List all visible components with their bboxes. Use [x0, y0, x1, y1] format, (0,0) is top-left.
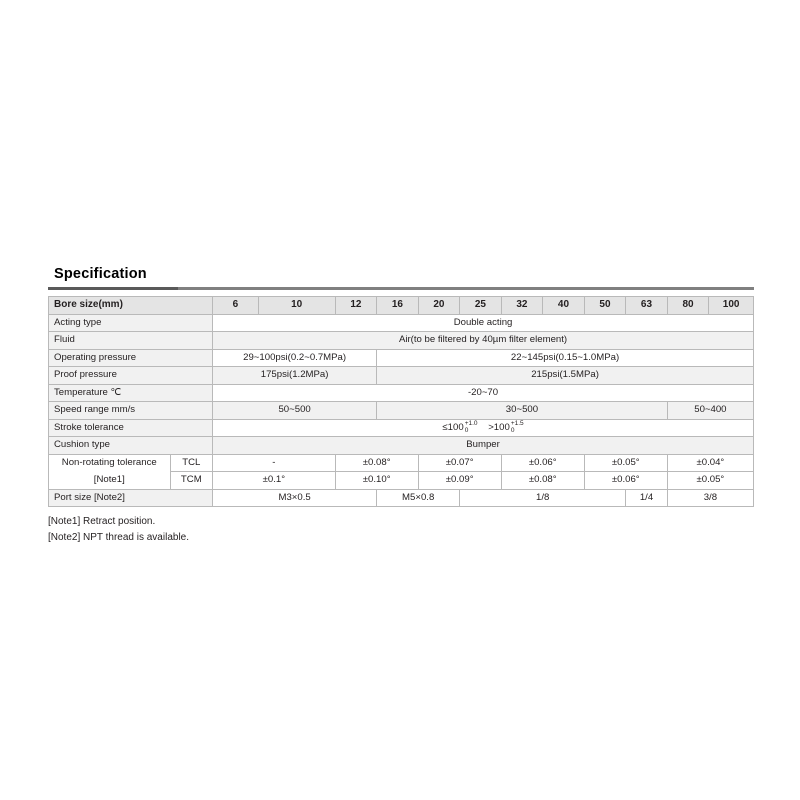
specification-table [48, 296, 754, 507]
non-rotating-label-line2: [Note1] [93, 473, 125, 485]
table-row [49, 332, 754, 350]
row-label-fluid: Fluid [49, 332, 213, 350]
tcl-value-3: ±0.07° [418, 454, 501, 472]
value-proof-pressure-high: 215psi(1.5MPa) [377, 367, 754, 385]
tcm-value-3: ±0.09° [418, 472, 501, 490]
table-row [49, 349, 754, 367]
non-rotating-label-line1: Non-rotating tolerance [61, 457, 157, 468]
row-label-acting-type: Acting type [49, 314, 213, 332]
table-row [49, 384, 754, 402]
value-stroke-tolerance [213, 419, 754, 437]
row-label-speed-range: Speed range mm/s [49, 402, 213, 420]
tcl-value-2: ±0.08° [335, 454, 418, 472]
tcl-value-1: - [213, 454, 336, 472]
row-label-port-size: Port size [Note2] [49, 489, 213, 507]
tcm-value-6: ±0.05° [667, 472, 753, 490]
bore-size-50: 50 [584, 297, 626, 315]
note-1: [Note1] Retract position. [48, 516, 156, 527]
table-header-label: Bore size(mm) [49, 297, 213, 315]
stroke-tol-gt100-lower: 0 [510, 426, 515, 434]
table-row [49, 489, 754, 507]
port-size-value-1: M3×0.5 [213, 489, 377, 507]
bore-size-6: 6 [213, 297, 259, 315]
table-row [49, 419, 754, 437]
tcm-value-4: ±0.08° [501, 472, 584, 490]
value-speed-range-1: 50~500 [213, 402, 377, 420]
table-row [49, 314, 754, 332]
value-temperature: -20~70 [213, 384, 754, 402]
tcl-value-6: ±0.04° [667, 454, 753, 472]
stroke-tol-le100-lower: 0 [464, 426, 469, 434]
table-row [49, 402, 754, 420]
page-title: Specification [54, 266, 147, 282]
bore-size-20: 20 [418, 297, 460, 315]
table-row [49, 437, 754, 455]
row-label-operating-pressure: Operating pressure [49, 349, 213, 367]
bore-size-10: 10 [258, 297, 335, 315]
stroke-tol-gt100-upper: +1.5 [510, 419, 524, 427]
port-size-value-3: 1/8 [460, 489, 626, 507]
bore-size-40: 40 [543, 297, 585, 315]
stroke-tol-le100: ≤100 [442, 421, 464, 433]
sub-label-tcm: TCM [170, 472, 213, 490]
tcm-value-1: ±0.1° [213, 472, 336, 490]
table-row [49, 367, 754, 385]
stroke-tol-gt100: >100 [488, 421, 510, 433]
bore-size-63: 63 [626, 297, 668, 315]
bore-size-100: 100 [709, 297, 754, 315]
note-2: [Note2] NPT thread is available. [48, 531, 190, 543]
row-label-non-rotating-tolerance [49, 454, 171, 489]
sub-label-tcl: TCL [170, 454, 213, 472]
value-speed-range-3: 50~400 [667, 402, 753, 420]
value-operating-pressure-high: 22~145psi(0.15~1.0MPa) [377, 349, 754, 367]
tcl-value-5: ±0.05° [584, 454, 667, 472]
title-underline-accent [48, 287, 178, 290]
row-label-temperature: Temperature ℃ [49, 384, 213, 402]
tcm-value-2: ±0.10° [335, 472, 418, 490]
tcl-value-4: ±0.06° [501, 454, 584, 472]
stroke-tol-le100-upper: +1.0 [464, 419, 478, 427]
section-header [48, 266, 754, 290]
title-underline [48, 287, 754, 290]
bore-size-12: 12 [335, 297, 377, 315]
table-row [49, 454, 754, 472]
port-size-value-4: 1/4 [626, 489, 668, 507]
value-cushion-type: Bumper [213, 437, 754, 455]
table-notes [48, 514, 754, 545]
tcm-value-5: ±0.06° [584, 472, 667, 490]
value-operating-pressure-low: 29~100psi(0.2~0.7MPa) [213, 349, 377, 367]
value-proof-pressure-low: 175psi(1.2MPa) [213, 367, 377, 385]
port-size-value-5: 3/8 [667, 489, 753, 507]
bore-size-16: 16 [377, 297, 419, 315]
bore-size-25: 25 [460, 297, 502, 315]
value-fluid: Air(to be filtered by 40µm filter element) [213, 332, 754, 350]
row-label-proof-pressure: Proof pressure [49, 367, 213, 385]
bore-size-32: 32 [501, 297, 543, 315]
row-label-cushion-type: Cushion type [49, 437, 213, 455]
bore-size-80: 80 [667, 297, 709, 315]
row-label-stroke-tolerance: Stroke tolerance [49, 419, 213, 437]
table-header-row [49, 297, 754, 315]
value-speed-range-2: 30~500 [377, 402, 668, 420]
value-acting-type: Double acting [213, 314, 754, 332]
specification-section [48, 266, 754, 545]
port-size-value-2: M5×0.8 [377, 489, 460, 507]
